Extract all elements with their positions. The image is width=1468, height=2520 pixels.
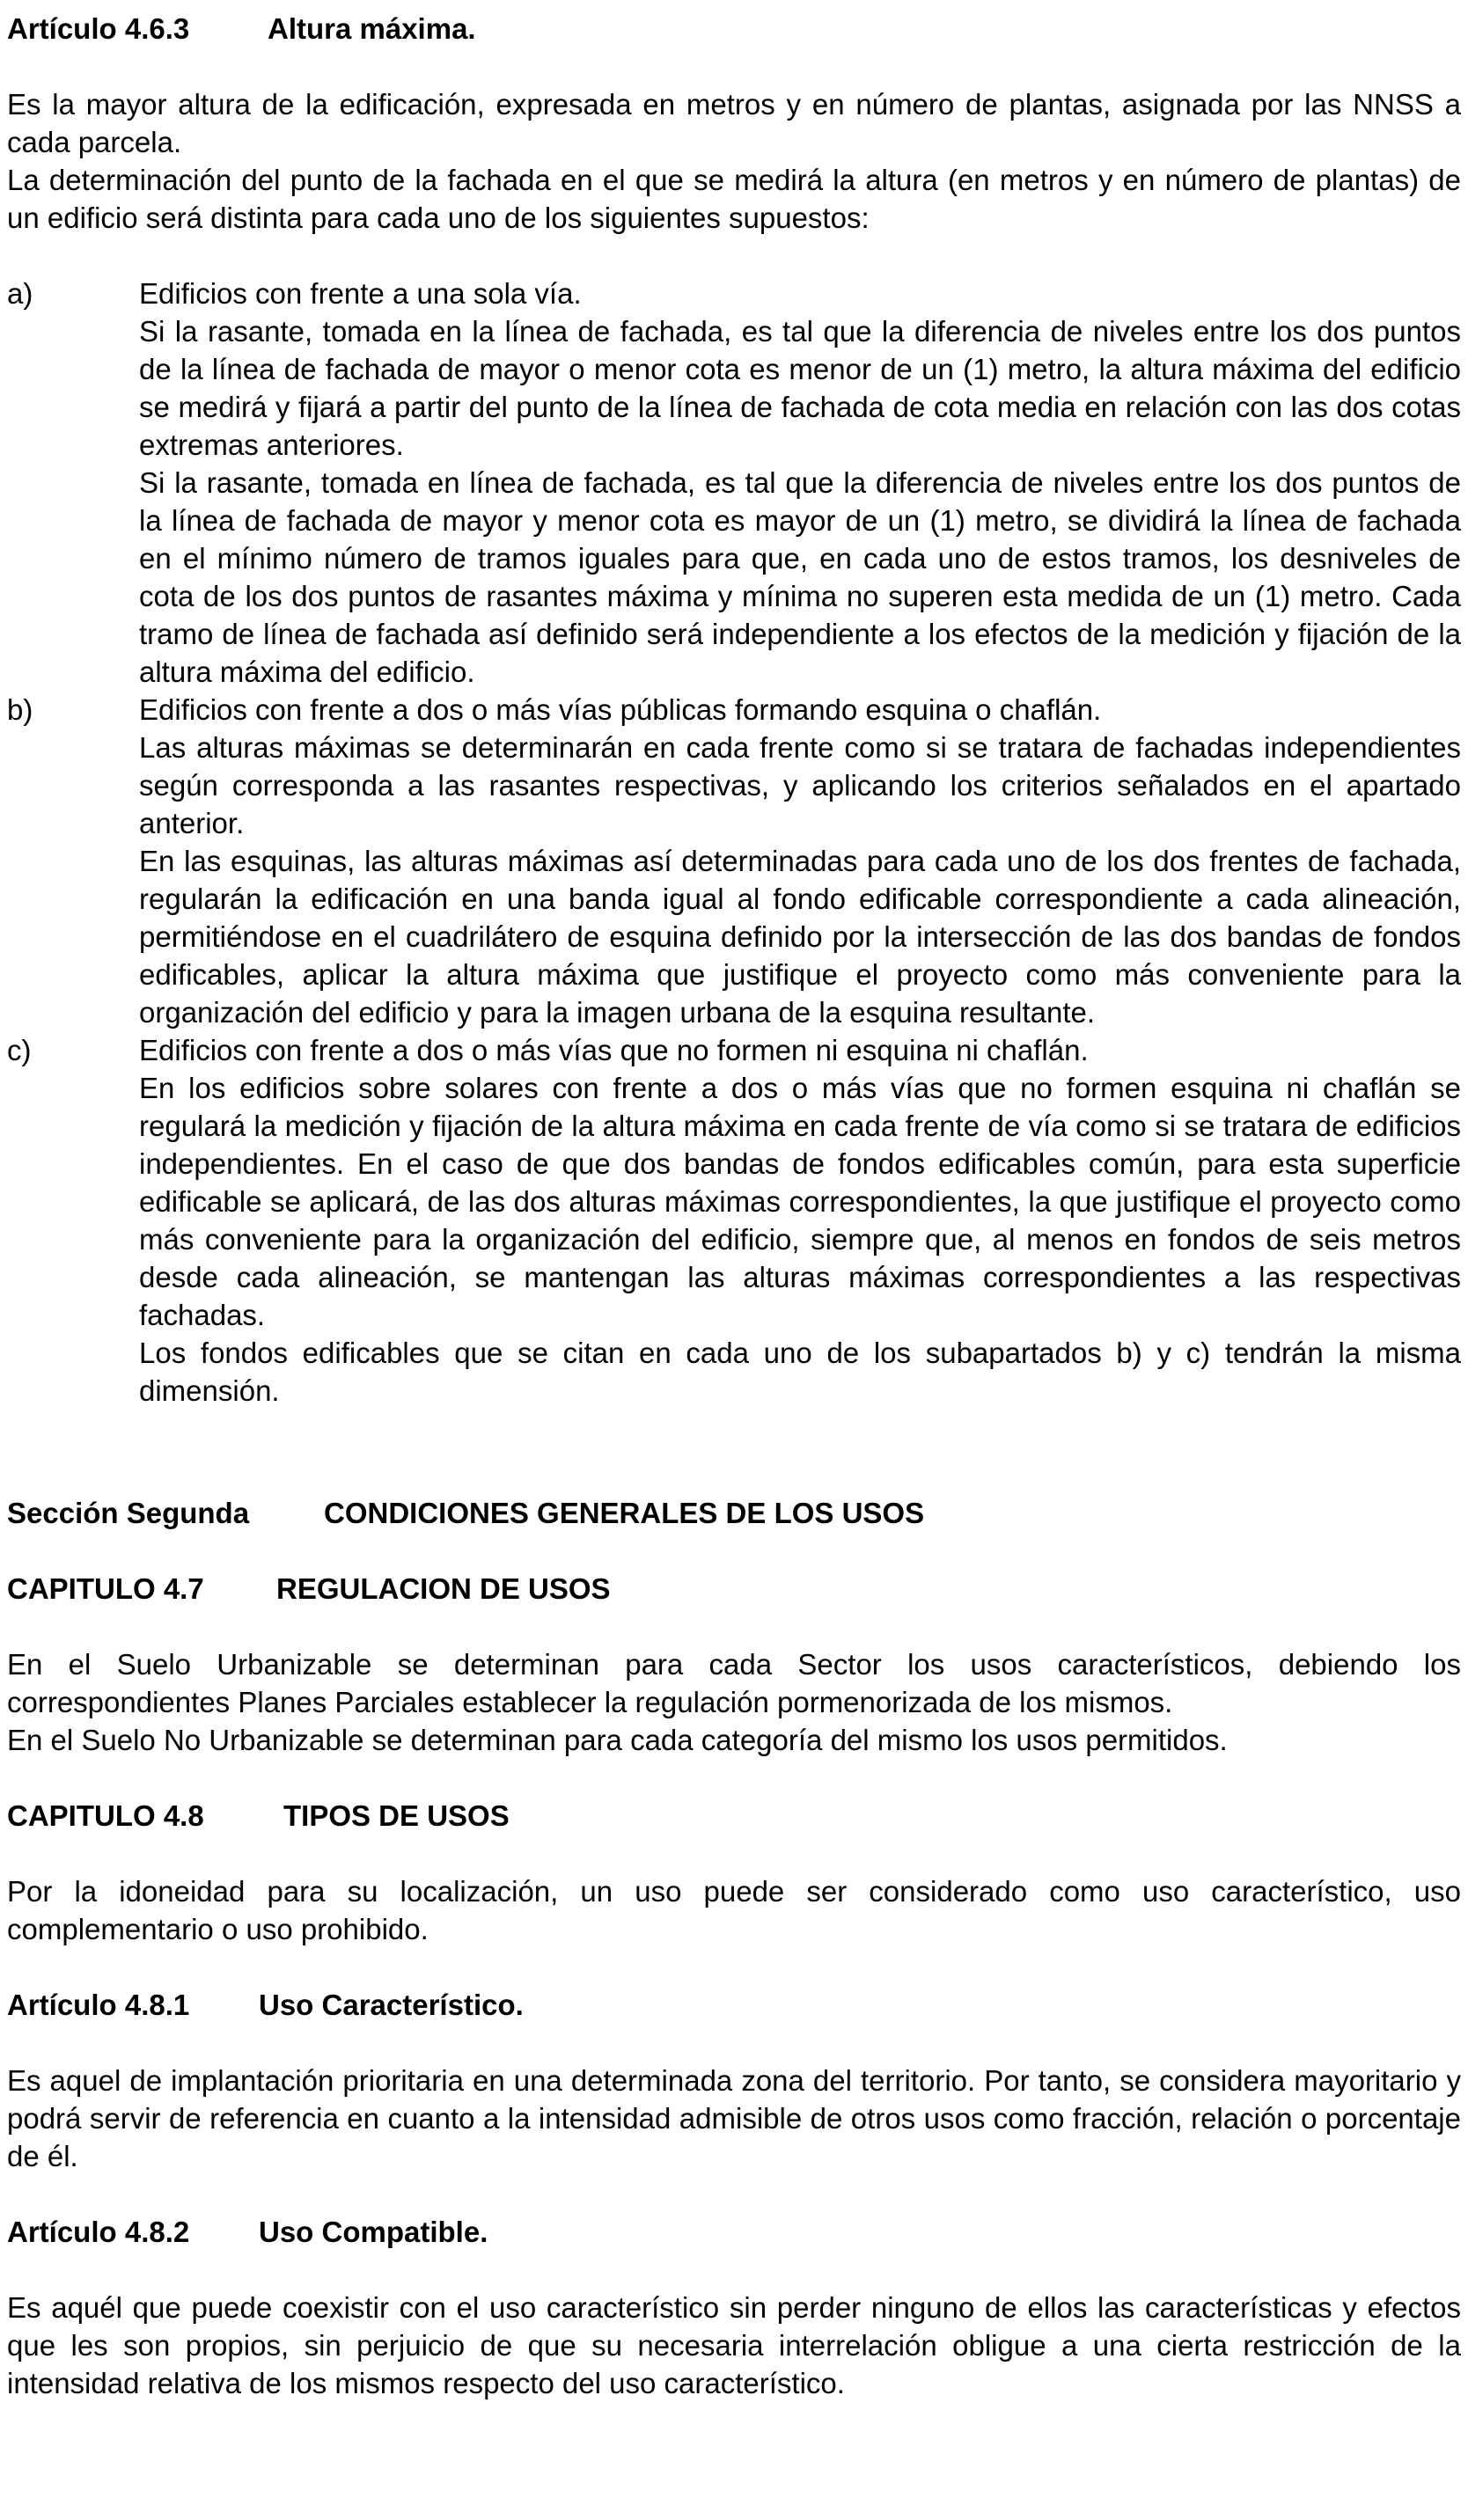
list-item-a: [7, 275, 1461, 691]
list-item-a-para-1: Si la rasante, tomada en la línea de fachada, es tal que la diferencia de niveles entre los dos puntos de la línea de fachada de mayor o menor cota es menor de un (1) metro, la altura máxima del edificio se medirá y fijará a partir del punto de la línea de fachada de cota media en relación con las dos cotas extremas anteriores.: [139, 315, 1461, 461]
article-title: Uso Compatible.: [259, 2216, 488, 2248]
list-item-c-title: Edificios con frente a dos o más vías que no formen ni esquina ni chaflán.: [139, 1034, 1089, 1066]
article-number: Artículo 4.6.3: [7, 12, 190, 45]
list-item-b-para-1: Las alturas máximas se determinarán en cada frente como si se tratara de fachadas independientes según corresponda a las rasantes respectivas, y aplicando los criterios señalados en el apartado anterior.: [139, 731, 1461, 839]
list-item-b-para-2: En las esquinas, las alturas máximas así determinadas para cada uno de los dos frentes de fachada, regularán la edificación en una banda igual al fondo edificable correspondiente a cada alineación, permitiéndose en el cuadrilátero de esquina definido por la intersección de las dos bandas de fondos edificables, aplicar la altura máxima que justifique el proyecto como más conveniente para la organización del edificio y para la imagen urbana de la esquina resultante.: [139, 845, 1461, 1029]
list-item-a-title: Edificios con frente a una sola vía.: [139, 277, 582, 310]
section-title: CONDICIONES GENERALES DE LOS USOS: [324, 1497, 925, 1529]
chapter-title: REGULACION DE USOS: [276, 1572, 611, 1605]
article-number: Artículo 4.8.2: [7, 2216, 190, 2248]
list-marker: b): [7, 693, 33, 726]
list-marker: c): [7, 1034, 32, 1066]
list-item-a-para-2: Si la rasante, tomada en línea de fachada, es tal que la diferencia de niveles entre los dos puntos de la línea de fachada de mayor y menor cota es mayor de un (1) metro, se dividirá la línea de fachada en el mínimo número de tramos iguales para que, en cada uno de estos tramos, los desniveles de cota de los dos puntos de rasantes máxima y mínima no superen esta medida de un (1) metro. Cada tramo de línea de fachada así definido será independiente a los efectos de la medición y fijación de la altura máxima del edificio.: [139, 466, 1461, 688]
chapter-4-8-heading: [7, 1797, 1461, 1835]
chapter-title: TIPOS DE USOS: [283, 1799, 510, 1832]
chapter-number: CAPITULO 4.7: [7, 1572, 204, 1605]
chapter-4-7-para-2: En el Suelo No Urbanizable se determinan para cada categoría del mismo los usos permitidos.: [7, 1724, 1228, 1756]
list-item-c-para-1: En los edificios sobre solares con frente a dos o más vías que no formen esquina ni chaflán se regulará la medición y fijación de la altura máxima en cada frente de vía como si se tratara de edificios independientes. En el caso de que dos bandas de fondos edificables común, para esta superficie edificable se aplicará, de las dos alturas máximas correspondientes, la que justifique el proyecto como más conveniente para la organización del edificio, siempre que, al menos en fondos de seis metros desde cada alineación, se mantengan las alturas máximas correspondientes a las respectivas fachadas.: [139, 1072, 1461, 1331]
article-4-6-3-intro-1: Es la mayor altura de la edificación, expresada en metros y en número de plantas, asignada por las NNSS a cada parcela.: [7, 88, 1461, 158]
document-page: [7, 0, 1461, 2402]
article-title: Altura máxima.: [268, 12, 476, 45]
article-4-6-3-heading: [7, 10, 1461, 48]
article-title: Uso Característico.: [259, 1989, 524, 2021]
list-item-c-para-2: Los fondos edificables que se citan en cada uno de los subapartados b) y c) tendrán la misma dimensión.: [139, 1337, 1461, 1407]
list-marker: a): [7, 277, 33, 310]
chapter-4-7-heading: [7, 1570, 1461, 1608]
list-item-b-title: Edificios con frente a dos o más vías públicas formando esquina o chaflán.: [139, 693, 1102, 726]
article-4-8-2-para: Es aquél que puede coexistir con el uso característico sin perder ninguno de ellos las características y efectos que les son propios, sin perjuicio de que su necesaria interrelación obligue a una cierta restricción de la intensidad relativa de los mismos respecto del uso característico.: [7, 2291, 1461, 2399]
list-item-b: [7, 691, 1461, 1031]
section-label: Sección Segunda: [7, 1497, 250, 1529]
article-4-8-1-para: Es aquel de implantación prioritaria en una determinada zona del territorio. Por tanto, se considera mayoritario y podrá servir de referencia en cuanto a la intensidad admisible de otros usos como fracción, relación o porcentaje de él.: [7, 2064, 1461, 2172]
chapter-number: CAPITULO 4.8: [7, 1799, 204, 1832]
article-number: Artículo 4.8.1: [7, 1989, 190, 2021]
chapter-4-8-para: Por la idoneidad para su localización, un uso puede ser considerado como uso característico, uso complementario o uso prohibido.: [7, 1875, 1461, 1945]
article-4-8-2-heading: [7, 2213, 1461, 2251]
chapter-4-7-para-1: En el Suelo Urbanizable se determinan para cada Sector los usos característicos, debiendo los correspondientes Planes Parciales establecer la regulación pormenorizada de los mismos.: [7, 1648, 1461, 1718]
section-2-heading: [7, 1494, 1461, 1532]
list-item-c: [7, 1031, 1461, 1410]
article-4-8-1-heading: [7, 1986, 1461, 2024]
article-4-6-3-intro-2: La determinación del punto de la fachada en el que se medirá la altura (en metros y en número de plantas) de un edificio será distinta para cada uno de los siguientes supuestos:: [7, 164, 1461, 234]
